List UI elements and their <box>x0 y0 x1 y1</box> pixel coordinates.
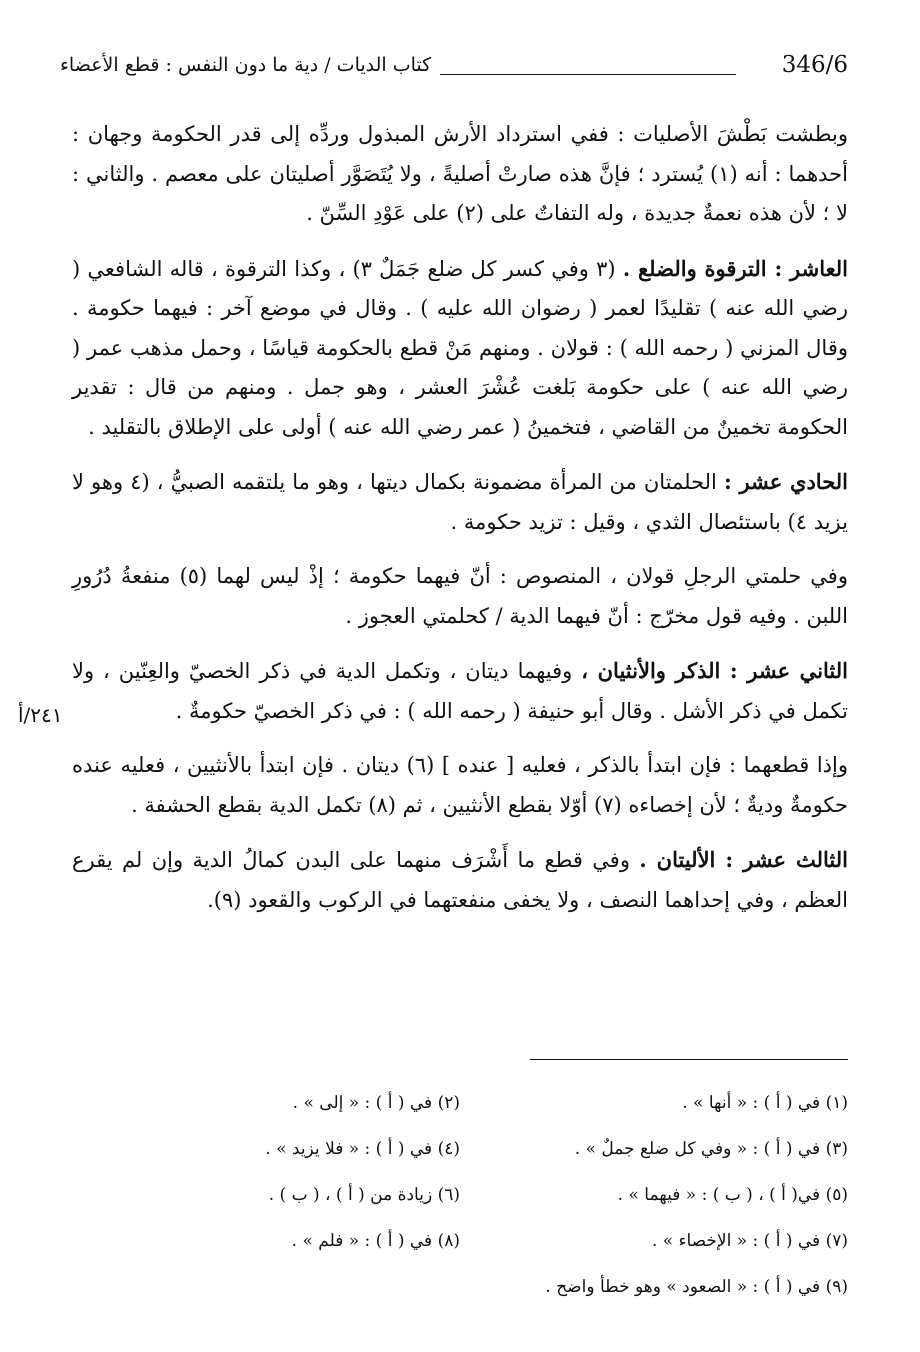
footnote-row <box>72 1080 848 1126</box>
paragraph-text: (٣ وفي كسر كل ضلع جَمَلٌ ٣) ، وكذا الترقوة ، قاله الشافعي ( رضي الله عنه ) تقليدًا لعمر ( رضوان الله عليه ) . وقال في موضع آخر : فيهما حكومة . وقال المزني ( رحمه الله ) : قولان . ومنهم مَنْ قطع بالحكومة قياسًا ، وحمل مذهب عمر ( رضي الله عنه ) على حكومة بَلغت عُشْرَ العشر ، وهو جمل . ومنهم من قال : تقدير الحكومة تخمينٌ من القاضي ، فتخمينُ ( عمر رضي الله عنه ) أولى على الإطلاق بالتقليد . <box>72 256 848 439</box>
section-heading: الثالث عشر : الأليتان . <box>639 847 848 872</box>
paragraph-text: وفي قطع ما أَشْرَف منهما على البدن كمالُ الدية وإن لم يقرع العظم ، وفي إحداهما النصف ، ولا يخفى منفعتهما في الركوب والقعود (٩). <box>72 848 848 912</box>
paragraph-text: الحلمتان من المرأة مضمونة بكمال ديتها ، وهو ما يلتقمه الصبيُّ ، (٤ وهو لا يزيد ٤) باستئصال الثدي ، وقيل : تزيد حكومة . <box>72 470 848 534</box>
footnote-row <box>72 1172 848 1218</box>
footnote: (٣) في ( أ ) : « وفي كل ضلع جملٌ » . <box>574 1139 848 1159</box>
paragraph <box>72 115 848 234</box>
footnote: (١) في ( أ ) : « أنها » . <box>682 1093 848 1113</box>
paragraph <box>72 462 848 542</box>
paragraph <box>72 746 848 825</box>
footnote-row <box>72 1218 848 1264</box>
manuscript-folio-marker: ٢٤١/أ <box>18 703 63 727</box>
footnote-row <box>72 1126 848 1172</box>
footnote: (٧) في ( أ ) : « الإخصاء » . <box>651 1231 848 1251</box>
page-number: 346/6 <box>781 52 848 78</box>
paragraph <box>72 651 848 731</box>
paragraph <box>72 840 848 920</box>
paragraph-text: وبطشت بَطْشَ الأصليات : ففي استرداد الأرش المبذول وردِّه إلى قدر الحكومة وجهان : أحدهما : أنه (١) يُسترد ؛ فإنَّ هذه صارتْ أصليةً ، ولا يُتَصَوَّر أصليتان على معصم . والثاني : لا ؛ لأن هذه نعمةٌ جديدة ، وله التفاتٌ على (٢) على عَوْدِ السِّنّ . <box>72 122 848 225</box>
footnote: (٦) زيادة من ( أ ) ، ( ب ) . <box>268 1185 460 1205</box>
paragraph-text: وإذا قطعهما : فإن ابتدأ بالذكر ، فعليه [ عنده ] (٦) ديتان . فإن ابتدأ بالأنثيين ، فعليه عنده حكومةٌ وديةٌ ؛ لأن إخصاءه (٧) أوّلا بقطع الأنثيين ، ثم (٨) تكمل الدية بقطع الحشفة . <box>72 753 848 817</box>
main-text <box>72 115 848 935</box>
footnote: (٤) في ( أ ) : « فلا يزيد » . <box>265 1139 460 1159</box>
footnotes <box>72 1080 848 1310</box>
paragraph-text: وفي حلمتي الرجلِ قولان ، المنصوص : أنّ فيهما حكومة ؛ إذْ ليس لهما (٥) منفعةُ دُرُورِ اللبن . وفيه قول مخرّج : أنّ فيهما الدية / كحلمتي العجوز . <box>72 564 848 628</box>
footnote: (٨) في ( أ ) : « فلم » . <box>291 1231 460 1251</box>
running-title: كتاب الديات / دية ما دون النفس : قطع الأعضاء <box>60 54 432 76</box>
section-heading: الثاني عشر : الذكر والأنثيان ، <box>581 658 849 683</box>
paragraph <box>72 249 848 448</box>
header-rule <box>440 74 736 75</box>
footnote: (٩) في ( أ ) : « الصعود » وهو خطأ واضح . <box>545 1277 848 1297</box>
paragraph <box>72 557 848 636</box>
paragraph-text: وفيهما ديتان ، وتكمل الدية في ذكر الخصيّ والعِنّين ، ولا تكمل في ذكر الأشل . وقال أبو حنيفة ( رحمه الله ) : في ذكر الخصيّ حكومةٌ . <box>72 659 848 723</box>
footnote-row <box>72 1264 848 1310</box>
footnote: (٥) في( أ ) ، ( ب ) : « فيهما » . <box>617 1185 848 1205</box>
footnote: (٢) في ( أ ) : « إلى » . <box>292 1093 460 1113</box>
footnote-separator <box>530 1059 848 1060</box>
section-heading: الحادي عشر : <box>723 469 848 494</box>
section-heading: العاشر : الترقوة والضلع . <box>622 255 849 281</box>
running-header <box>60 52 848 92</box>
